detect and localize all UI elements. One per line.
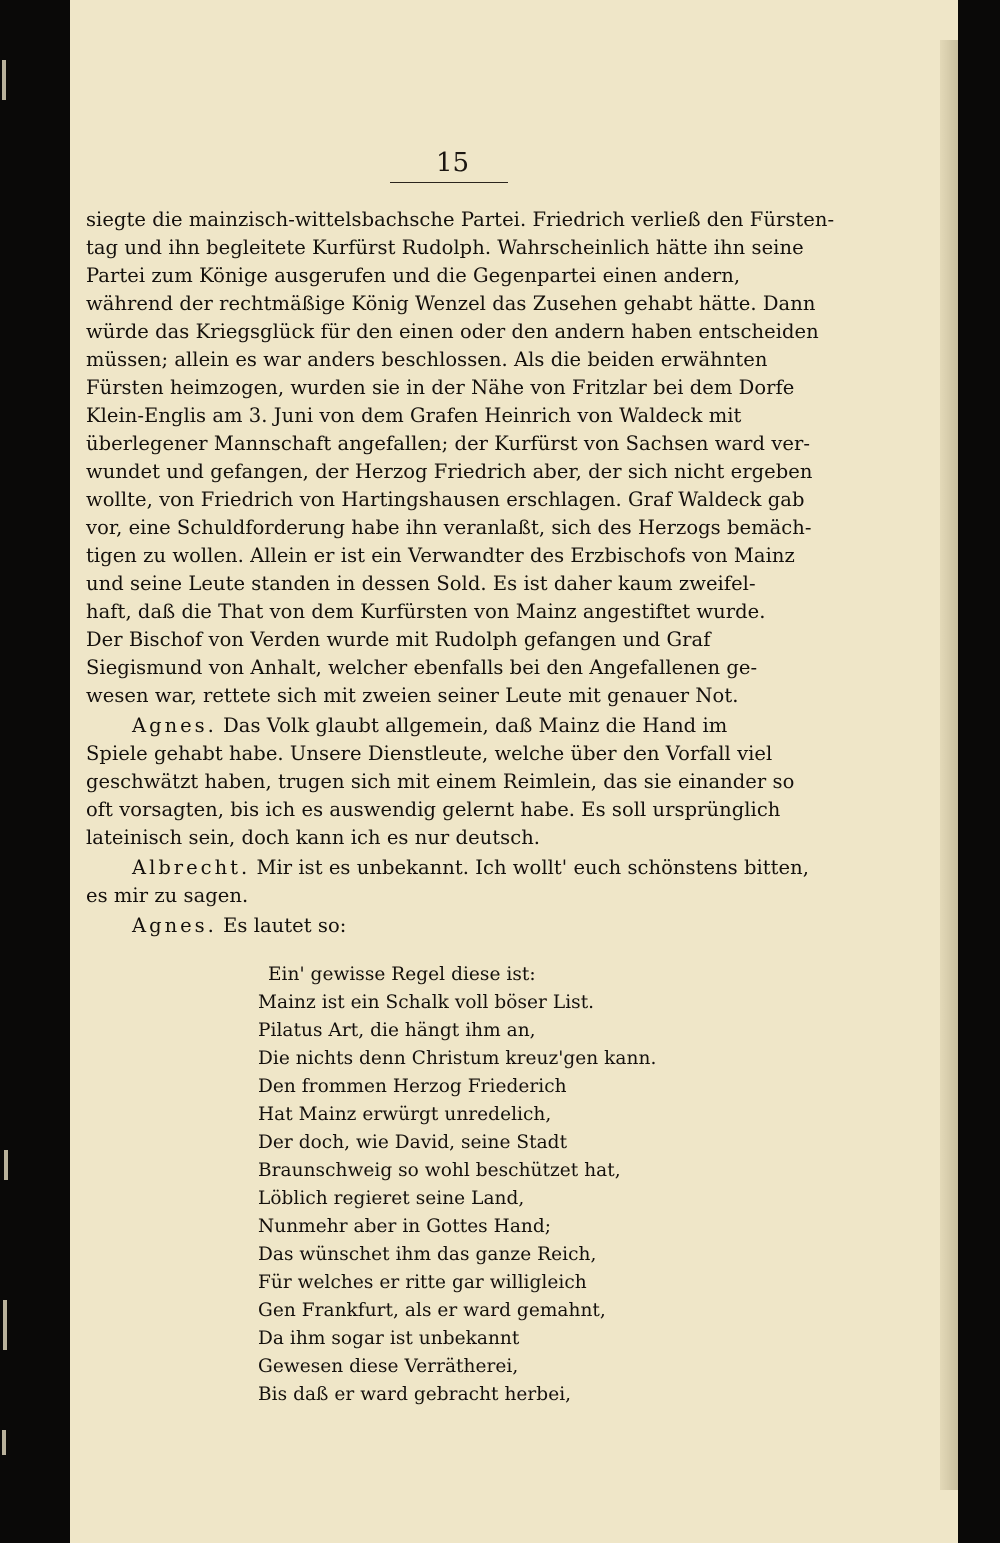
verse-line: Da ihm sogar ist unbekannt	[258, 1328, 520, 1349]
verse-line: Der doch, wie David, seine Stadt	[258, 1132, 568, 1153]
speaker-name: Agnes.	[132, 714, 217, 737]
prose-line: wesen war, rettete sich mit zweien seiner Leute mit genauer Not.	[86, 684, 739, 707]
prose-line: vor, eine Schuldforderung habe ihn veranlaßt, sich des Herzogs bemäch-	[86, 516, 812, 539]
verse-line: Das wünschet ihm das ganze Reich,	[258, 1244, 597, 1265]
dialogue-line: es mir zu sagen.	[86, 884, 249, 907]
prose-line: haft, daß die That von dem Kurfürsten von Mainz angestiftet wurde.	[86, 600, 766, 623]
dialogue-text: Das Volk glaubt allgemein, daß Mainz die Hand im	[223, 714, 728, 737]
prose-line: tigen zu wollen. Allein er ist ein Verwandter des Erzbischofs von Mainz	[86, 544, 795, 567]
verse-line: Hat Mainz erwürgt unredelich,	[258, 1104, 552, 1125]
binding-mark	[4, 1150, 8, 1180]
prose-line: Der Bischof von Verden wurde mit Rudolph gefangen und Graf	[86, 628, 711, 651]
dialogue-line: geschwätzt haben, trugen sich mit einem Reimlein, das sie einander so	[86, 770, 795, 793]
verse-line: Mainz ist ein Schalk voll böser List.	[258, 992, 595, 1013]
verse-line: Für welches er ritte gar willigleich	[258, 1272, 587, 1293]
dialogue-line	[132, 914, 346, 937]
verse-line: Braunschweig so wohl beschützet hat,	[258, 1160, 621, 1181]
binding-mark	[2, 1430, 6, 1455]
prose-line: müssen; allein es war anders beschlossen. Als die beiden erwähnten	[86, 348, 768, 371]
verse-line: Ein' gewisse Regel diese ist:	[268, 964, 536, 985]
prose-line: während der rechtmäßige König Wenzel das Zusehen gehabt hätte. Dann	[86, 292, 816, 315]
dialogue-line: Spiele gehabt habe. Unsere Dienstleute, welche über den Vorfall viel	[86, 742, 773, 765]
verse-line: Den frommen Herzog Friederich	[258, 1076, 567, 1097]
binding-mark	[2, 60, 6, 100]
verse-line: Löblich regieret seine Land,	[258, 1188, 525, 1209]
page-edge	[940, 40, 958, 1490]
prose-line: Partei zum Könige ausgerufen und die Gegenpartei einen andern,	[86, 264, 741, 287]
verse-line: Nunmehr aber in Gottes Hand;	[258, 1216, 552, 1237]
verse-line: Bis daß er ward gebracht herbei,	[258, 1384, 572, 1405]
dialogue-text: Es lautet so:	[223, 914, 347, 937]
verse-line: Gewesen diese Verrätherei,	[258, 1356, 519, 1377]
dialogue-line	[132, 714, 727, 737]
dialogue-text: Mir ist es unbekannt. Ich wollt' euch schönstens bitten,	[256, 856, 809, 879]
prose-line: würde das Kriegsglück für den einen oder den andern haben entscheiden	[86, 320, 819, 343]
verse-line: Die nichts denn Christum kreuz'gen kann.	[258, 1048, 657, 1069]
prose-line: Fürsten heimzogen, wurden sie in der Nähe von Fritzlar bei dem Dorfe	[86, 376, 795, 399]
prose-line: Siegismund von Anhalt, welcher ebenfalls bei den Angefallenen ge-	[86, 656, 758, 679]
dialogue-line: lateinisch sein, doch kann ich es nur deutsch.	[86, 826, 541, 849]
binding-mark	[3, 1300, 7, 1350]
prose-line: und seine Leute standen in dessen Sold. Es ist daher kaum zweifel-	[86, 572, 756, 595]
page-number: 15	[436, 148, 470, 178]
prose-line: tag und ihn begleitete Kurfürst Rudolph. Wahrscheinlich hätte ihn seine	[86, 236, 804, 259]
prose-line: siegte die mainzisch-wittelsbachsche Partei. Friedrich verließ den Fürsten-	[86, 208, 835, 231]
prose-line: Klein-Englis am 3. Juni von dem Grafen Heinrich von Waldeck mit	[86, 404, 742, 427]
dialogue-line: oft vorsagten, bis ich es auswendig gelernt habe. Es soll ursprünglich	[86, 798, 781, 821]
prose-line: wollte, von Friedrich von Hartingshausen erschlagen. Graf Waldeck gab	[86, 488, 805, 511]
speaker-name: Agnes.	[132, 914, 217, 937]
verse-line: Pilatus Art, die hängt ihm an,	[258, 1020, 536, 1041]
prose-line: wundet und gefangen, der Herzog Friedrich aber, der sich nicht ergeben	[86, 460, 813, 483]
prose-line: überlegener Mannschaft angefallen; der Kurfürst von Sachsen ward ver-	[86, 432, 811, 455]
header-rule	[390, 182, 508, 183]
left-binding-margin	[0, 0, 70, 1543]
dialogue-line	[132, 856, 809, 879]
speaker-name: Albrecht.	[132, 856, 251, 879]
verse-line: Gen Frankfurt, als er ward gemahnt,	[258, 1300, 606, 1321]
